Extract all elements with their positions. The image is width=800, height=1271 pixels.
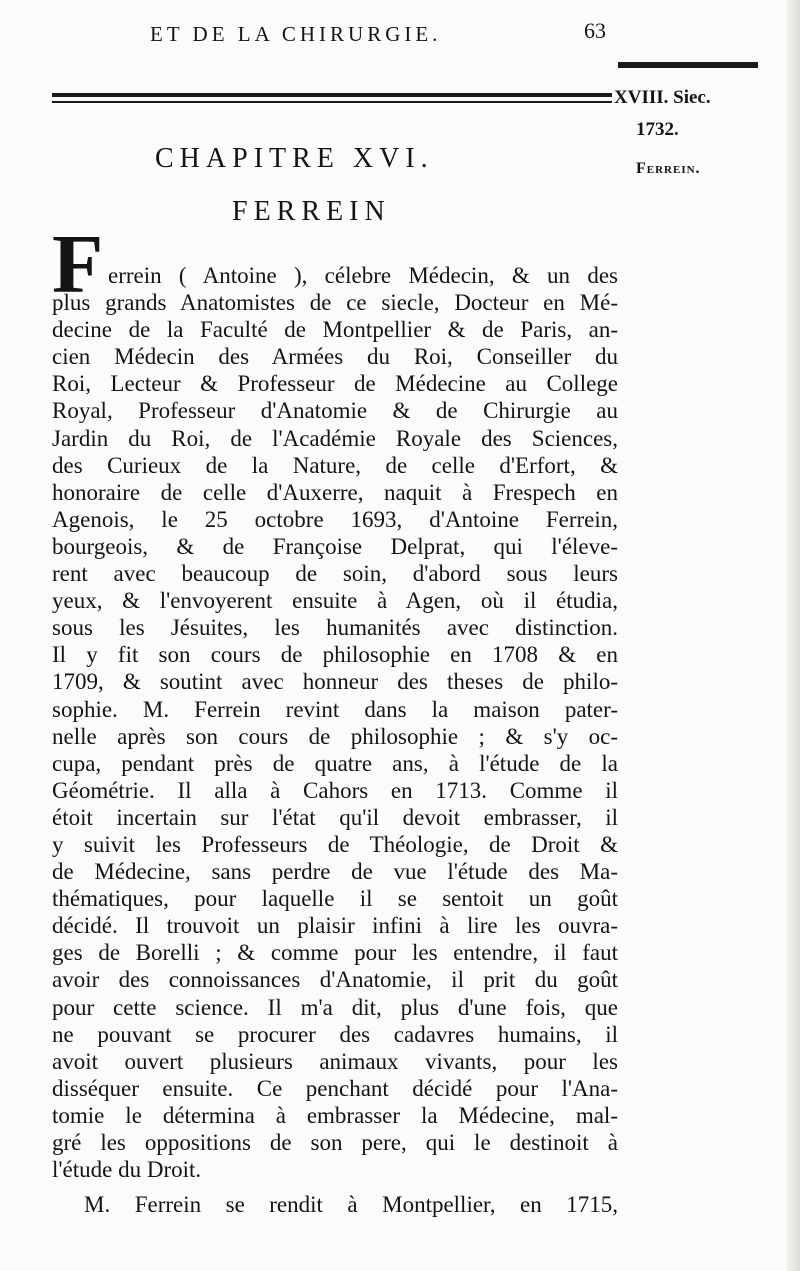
text-line: honoraire de celle d'Auxerre, naquit à Frespech en — [52, 479, 618, 505]
text-line: sophie. M. Ferrein revint dans la maison pater- — [52, 696, 618, 722]
text-line: l'étude du Droit. — [52, 1157, 202, 1183]
text-line: pour cette science. Il m'a dit, plus d'une fois, que — [52, 994, 618, 1020]
running-title: ET DE LA CHIRURGIE. — [150, 22, 442, 46]
text-line: avoit ouvert plusieurs animaux vivants, pour les — [52, 1048, 618, 1074]
text-line: thématiques, pour laquelle il se sentoit un goût — [52, 886, 618, 912]
header-rule-thin — [52, 101, 612, 103]
text-line: sous les Jésuites, les humanités avec distinction. — [52, 615, 618, 641]
margin-century-note: XVIII. Siec. — [614, 87, 711, 108]
text-line: 1709, & soutint avec honneur des theses de philo- — [52, 669, 618, 695]
text-line: cupa, pendant près de quatre ans, à l'étude de la — [52, 750, 618, 776]
drop-cap: F — [52, 218, 104, 311]
next-paragraph-line: M. Ferrein se rendit à Montpellier, en 1715, — [84, 1192, 618, 1218]
header-rule-thick — [52, 93, 612, 97]
text-line: étoit incertain sur l'état qu'il devoit embrasser, il — [52, 804, 618, 830]
text-line: disséquer ensuite. Ce penchant décidé pour l'Ana- — [52, 1075, 618, 1101]
body-text — [52, 262, 618, 1218]
text-line: y suivit les Professeurs de Théologie, de Droit & — [52, 831, 618, 857]
text-line: yeux, & l'envoyerent ensuite à Agen, où il étudia, — [52, 588, 618, 614]
text-line: Royal, Professeur d'Anatomie & de Chirurgie au — [52, 398, 618, 424]
text-line: plus grands Anatomistes de ce siecle, Docteur en Mé- — [52, 290, 618, 316]
margin-year-note: 1732. — [636, 119, 679, 140]
text-line: Agenois, le 25 octobre 1693, d'Antoine Ferrein, — [52, 506, 618, 532]
text-line: decine de la Faculté de Montpellier & de Paris, an- — [52, 317, 618, 343]
text-line: rent avec beaucoup de soin, d'abord sous leurs — [52, 561, 618, 587]
text-line: Géométrie. Il alla à Cahors en 1713. Comme il — [52, 777, 618, 803]
text-line: Jardin du Roi, de l'Académie Royale des Sciences, — [52, 425, 618, 451]
text-line: de Médecine, sans perdre de vue l'étude des Ma- — [52, 859, 618, 885]
text-line: des Curieux de la Nature, de celle d'Erfort, & — [52, 452, 618, 478]
page-edge-shadow — [786, 0, 800, 1271]
text-line: cien Médecin des Armées du Roi, Conseiller du — [52, 344, 618, 370]
chapter-heading: CHAPITRE XVI. — [155, 143, 434, 174]
text-line: errein ( Antoine ), célebre Médecin, & un des — [108, 263, 618, 288]
text-line: gré les oppositions de son pere, qui le destinoit à — [52, 1130, 618, 1155]
text-line: tomie le détermina à embrasser la Médecine, mal- — [52, 1102, 618, 1128]
chapter-title: FERREIN — [232, 196, 391, 227]
text-line: nelle après son cours de philosophie ; & s'y oc- — [52, 723, 618, 749]
text-line: avoir des connoissances d'Anatomie, il prit du goût — [52, 967, 618, 993]
page-number: 63 — [584, 18, 606, 43]
margin-name-note: Ferrein. — [636, 160, 701, 177]
text-line: décidé. Il trouvoit un plaisir infini à lire les ouvra- — [52, 913, 618, 939]
text-line: ges de Borelli ; & comme pour les entendre, il faut — [52, 940, 618, 966]
text-line: Roi, Lecteur & Professeur de Médecine au College — [52, 371, 618, 397]
text-line: bourgeois, & de Françoise Delprat, qui l'éleve- — [52, 533, 618, 559]
margin-rule — [618, 62, 758, 68]
text-line: ne pouvant se procurer des cadavres humains, il — [52, 1021, 618, 1047]
text-line: Il y fit son cours de philosophie en 1708 & en — [52, 642, 618, 668]
